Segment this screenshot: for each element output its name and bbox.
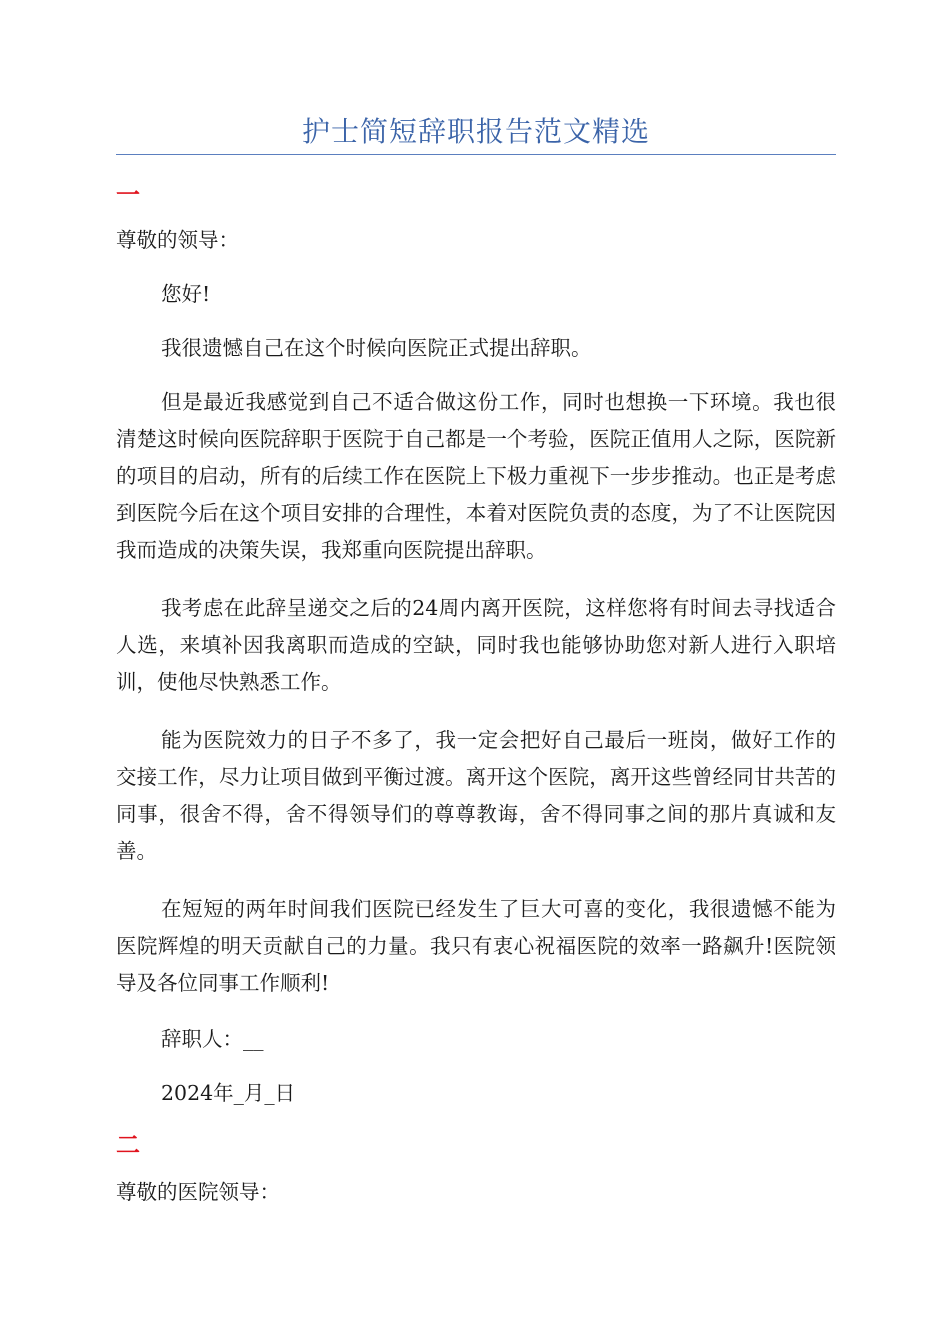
section-marker-2: 二 [116, 1130, 140, 1159]
signature-line: 辞职人：__ [161, 1027, 264, 1051]
body-paragraph-1: 我很遗憾自己在这个时候向医院正式提出辞职。 [161, 336, 592, 360]
salutation: 尊敬的领导： [116, 228, 239, 252]
body-paragraph-3: 我考虑在此辞呈递交之后的24周内离开医院，这样您将有时间去寻找适合人选，来填补因我离职而造成的空缺，同时我也能够协助您对新人进行入职培训，使他尽快熟悉工作。 [116, 596, 836, 694]
title-underline [116, 154, 836, 155]
salutation-2: 尊敬的医院领导： [116, 1180, 280, 1204]
body-paragraph-4: 能为医院效力的日子不多了，我一定会把好自己最后一班岗，做好工作的交接工作，尽力让项目做到平衡过渡。离开这个医院，离开这些曾经同甘共苦的同事，很舍不得，舍不得领导们的尊尊教诲，舍不得同事之间的那片真诚和友善。 [116, 728, 836, 863]
date-line: 2024年_月_日 [161, 1081, 296, 1105]
body-paragraph-2: 但是最近我感觉到自己不适合做这份工作，同时也想换一下环境。我也很清楚这时候向医院辞职于医院于自己都是一个考验，医院正值用人之际，医院新的项目的启动，所有的后续工作在医院上下极力重视下一步步推动。也正是考虑到医院今后在这个项目安排的合理性，本着对医院负责的态度，为了不让医院因我而造成的决策失误，我郑重向医院提出辞职。 [116, 390, 836, 562]
section-marker-1: 一 [116, 180, 140, 209]
body-paragraph-5: 在短短的两年时间我们医院已经发生了巨大可喜的变化，我很遗憾不能为医院辉煌的明天贡献自己的力量。我只有衷心祝福医院的效率一路飙升!医院领导及各位同事工作顺利! [116, 897, 836, 995]
document-title: 护士简短辞职报告范文精选 [301, 115, 650, 148]
greeting-paragraph: 您好! [161, 282, 211, 306]
